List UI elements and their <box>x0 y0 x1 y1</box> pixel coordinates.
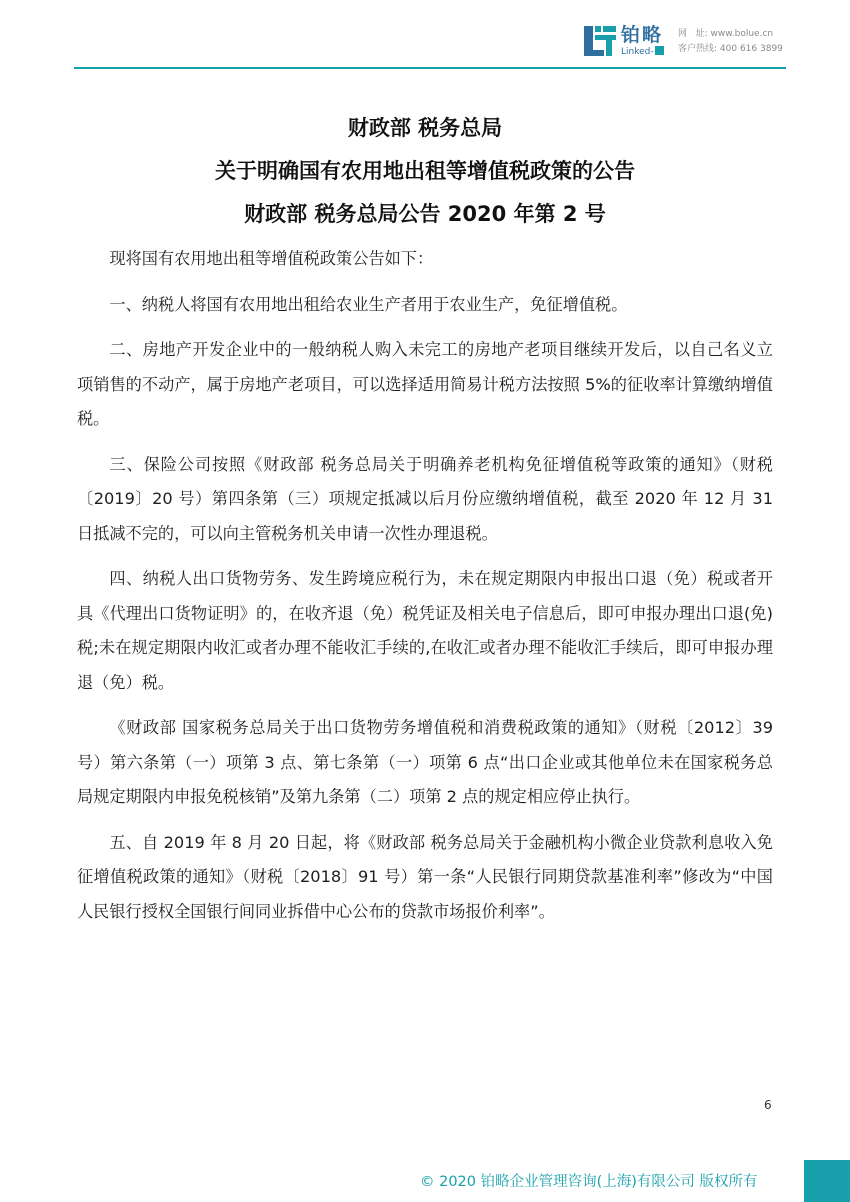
paragraph-item-1: 一、纳税人将国有农用地出租给农业生产者用于农业生产，免征增值税。 <box>109 294 628 314</box>
hotline-value: 400 616 3899 <box>719 44 783 54</box>
contact-info <box>678 27 783 57</box>
page-header <box>0 0 850 70</box>
hotline-label: 客户热线: <box>678 44 718 54</box>
website-line <box>678 27 783 42</box>
paragraph-item-3: 三、保险公司按照《财政部 税务总局关于明确养老机构免征增值税等政策的通知》（财税〔2019〕20 号）第四条第（三）项规定抵减以后月份应缴纳增值税，截至 2020 年 12 月 31 日抵减不完的，可以向主管税务机关申请一次性办理退税。 <box>77 454 773 543</box>
paragraph-item-2: 二、房地产开发企业中的一般纳税人购入未完工的房地产老项目继续开发后，以自己名义立项销售的不动产，属于房地产老项目，可以选择适用简易计税方法按照 5%的征收率计算缴纳增值税。 <box>77 340 773 428</box>
doc-title-issuer: 财政部 税务总局 <box>347 116 503 140</box>
hotline-line <box>678 42 783 57</box>
bolue-logo-mark-icon <box>583 24 617 58</box>
document-body <box>77 242 773 940</box>
logo-english-name <box>621 46 664 58</box>
paragraph-item-5: 五、自 2019 年 8 月 20 日起，将《财政部 税务总局关于金融机构小微企业贷款利息收入免征增值税政策的通知》（财税〔2018〕91 号）第一条“人民银行同期贷款基准利率”修改为“中国人民银行授权全国银行间同业拆借中心公布的贷款市场报价利率”。 <box>77 832 773 921</box>
doc-title-subject: 关于明确国有农用地出租等增值税政策的公告 <box>215 159 635 183</box>
website-value: 址: www.bolue.cn <box>695 29 774 39</box>
logo-chinese-name: 铂略 <box>621 24 664 46</box>
paragraph-item-4: 四、纳税人出口货物劳务、发生跨境应税行为，未在规定期限内申报出口退（免）税或者开具《代理出口货物证明》的，在收齐退（免）税凭证及相关电子信息后，即可申报办理出口退(免)税;未在规定期限内收汇或者办理不能收汇手续的,在收汇或者办理不能收汇手续后，即可申报办理退（免）税。 <box>77 569 773 692</box>
header-divider <box>74 67 786 69</box>
bolue-logo <box>583 24 675 60</box>
website-label: 网 <box>678 29 688 39</box>
footer-accent-block <box>804 1160 850 1202</box>
page-number: 6 <box>764 1098 772 1112</box>
logo-english-badge-icon <box>655 46 664 55</box>
footer-copyright: © 2020 铂略企业管理咨询(上海)有限公司 版权所有 <box>420 1174 758 1190</box>
paragraph-item-4-note: 《财政部 国家税务总局关于出口货物劳务增值税和消费税政策的通知》（财税〔2012〕39 号）第六条第（一）项第 3 点、第七条第（一）项第 6 点“出口企业或其他单位未在国家税务总局规定期限内申报免税核销”及第九条第（二）项第 2 点的规定相应停止执行。 <box>77 718 773 806</box>
logo-english-text: Linked- <box>621 47 654 57</box>
doc-title-number: 财政部 税务总局公告 2020 年第 2 号 <box>244 202 606 226</box>
paragraph-intro: 现将国有农用地出租等增值税政策公告如下： <box>109 249 434 268</box>
